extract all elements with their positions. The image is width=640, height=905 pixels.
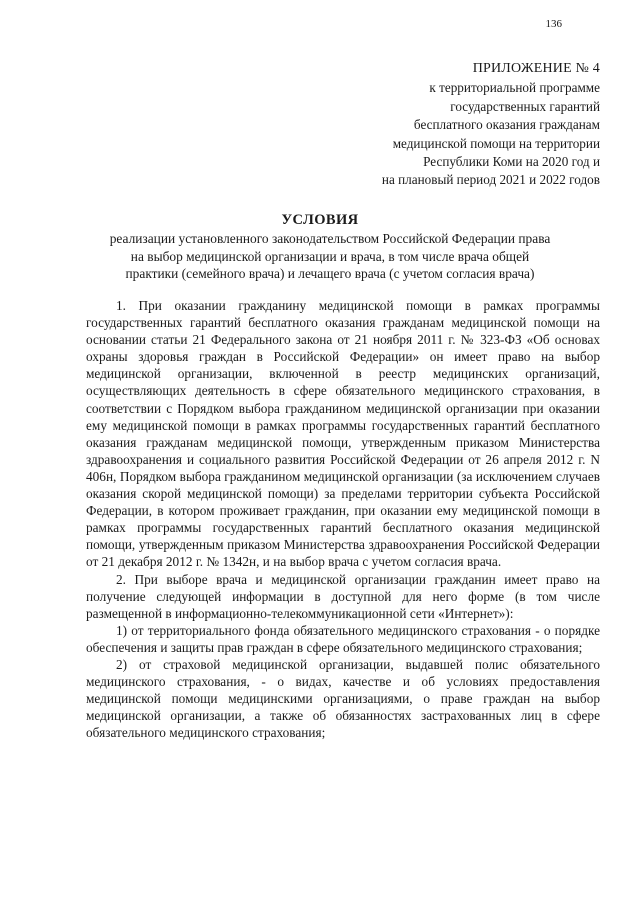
appendix-line: бесплатного оказания гражданам: [413, 117, 600, 133]
appendix-title: ПРИЛОЖЕНИЕ № 4: [472, 61, 600, 76]
document-title: УСЛОВИЯ: [281, 212, 359, 228]
paragraph-1: 1. При оказании гражданину медицинской помощи в рамках программы государственных гарантий бесплатного оказания гражданам медицинской помощи на основании статьи 21 Федерального закона от 21 ноября 2011 г. № 323-ФЗ «Об основах охраны здоровья граждан в Российской Федерации» он имеет право на выбор медицинской организации, включенной в реестр медицинских организаций, осуществляющих деятельность в сфере обязательного медицинского страхования, в соответствии с Порядком выбора гражданином медицинской организации при оказании ему медицинской помощи в рамках программы государственных гарантий бесплатного оказания гражданам медицинской помощи, утвержденным приказом Министерства здравоохранения и социального развития Российской Федерации от 26 апреля 2012 г. N 406н, Порядком выбора гражданином медицинской организации (за исключением случаев оказания скорой медицинской помощи) за пределами территории субъекта Российской Федерации, в котором проживает гражданин, при оказании ему медицинской помощи в рамках программы государственных гарантий бесплатного оказания медицинской помощи, утвержденным приказом Министерства здравоохранения Российской Федерации от 21 декабря 2012 г. № 1342н, и на выбор врача с учетом согласия врача.: [86, 298, 600, 570]
subtitle-line: на выбор медицинской организации и врача, в том числе врача общей: [130, 248, 530, 264]
appendix-line: Республики Коми на 2020 год и: [423, 154, 600, 170]
paragraph-2: 2. При выборе врача и медицинской организации гражданин имеет право на получение следующей информации в доступной для него форме (в том числе размещенной в информационно-телекоммуникационной сети «Интернет»):: [86, 571, 600, 621]
page-number: 136: [545, 18, 562, 30]
document-body: [86, 297, 600, 741]
paragraph-2-item-1: 1) от территориального фонда обязательного медицинского страхования - о порядке обеспечения и защиты прав граждан в сфере обязательного медицинского страхования;: [86, 622, 600, 655]
subtitle-line: реализации установленного законодательством Российской Федерации права: [109, 231, 551, 246]
subtitle-line: практики (семейного врача) и лечащего врача (с учетом согласия врача): [125, 266, 535, 282]
document-subtitle: [60, 230, 600, 283]
appendix-line: на плановый период 2021 и 2022 годов: [381, 172, 600, 188]
paragraph-2-item-2: 2) от страховой медицинской организации, выдавшей полис обязательного медицинского страхования, - о видах, качестве и об условиях предоставления медицинской помощи медицинскими организациями, о праве граждан на выбор медицинской организации, а также об обязанностях застрахованных лиц в сфере обязательного медицинского страхования;: [86, 656, 600, 741]
appendix-line: государственных гарантий: [450, 98, 600, 114]
appendix-block: [280, 60, 600, 190]
appendix-line: к территориальной программе: [429, 80, 600, 96]
appendix-line: медицинской помощи на территории: [392, 135, 600, 151]
